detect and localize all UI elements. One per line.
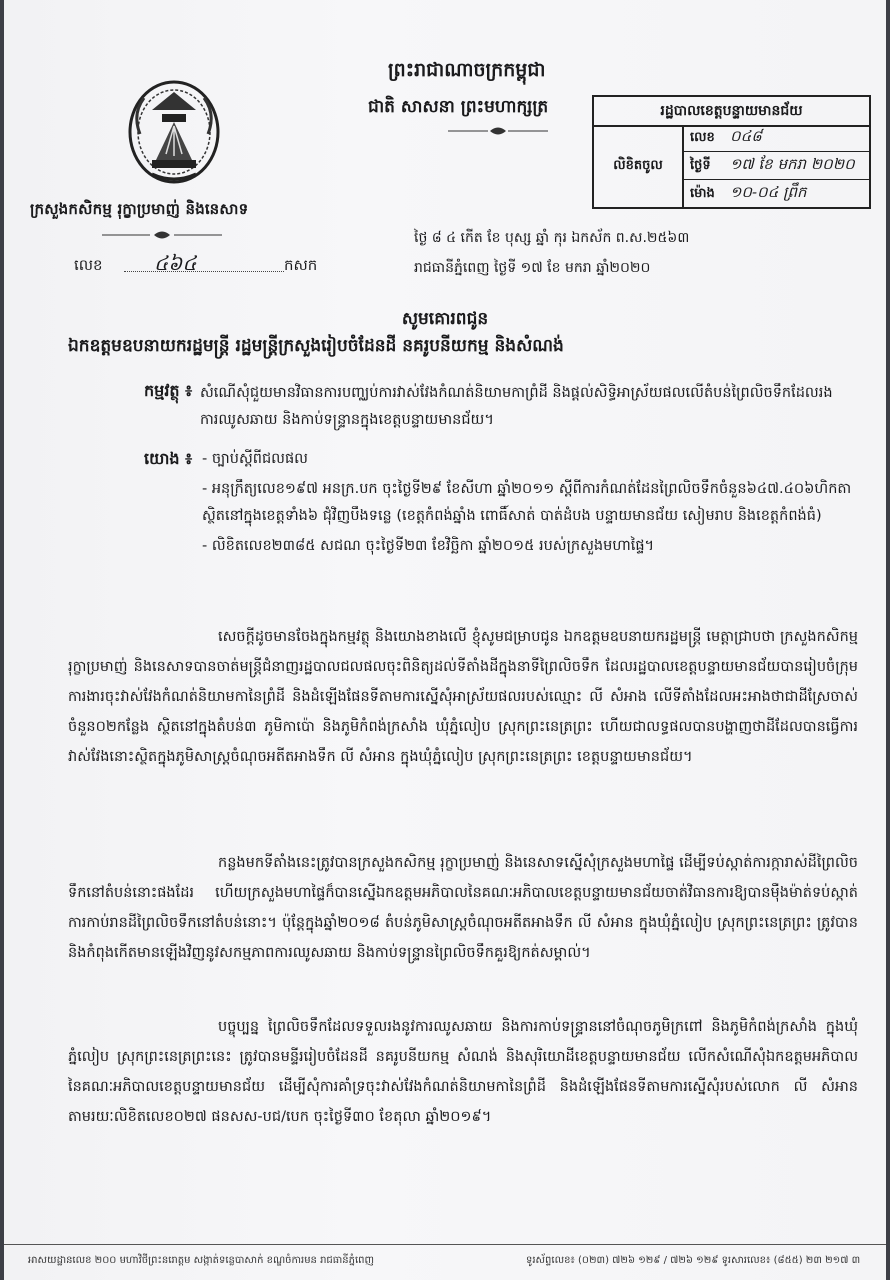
addressee: ឯកឧត្តមឧបនាយករដ្ឋមន្ត្រី រដ្ឋមន្ត្រីក្រសួងរៀបចំដែនដី នគរូបនីយកម្ម និងសំណង់ — [68, 336, 564, 356]
stamp-row: លេខ ០៤៨ — [684, 125, 869, 152]
stamp-row: ម៉ោង ១០-០៤ ព្រឹក — [690, 183, 807, 201]
reference-item: - ច្បាប់ស្តីពីជលផល — [202, 451, 308, 467]
subject-text: សំណើសុំជួយមានវិធានការបញ្ឈប់ការវាស់វែងកំណត់និយាមកាព្រំដី និងផ្តល់សិទ្ធិអាស្រ័យផលលើតំបន់ព្រៃលិចទឹកដែលរងការឈូសឆាយ និងកាប់ទន្ទ្រានក្នុងខេត្តបន្ទាយមានជ័យ។ — [200, 385, 833, 428]
ref-suffix: កសក — [284, 256, 318, 274]
letter-footer — [4, 1244, 886, 1280]
received-stamp — [592, 95, 871, 209]
ministry-seal-logo — [122, 74, 226, 192]
kingdom-title: ព្រះរាជាណាចក្រកម្ពុជា — [388, 59, 546, 81]
reference-item: - អនុក្រឹត្យលេខ១៩៧ អនក្រ.បក ចុះថ្ងៃទី២៩ ខែសីហា ឆ្នាំ២០១១ ស្តីពីការកំណត់ដែនព្រៃលិចទឹកចំនួន៦៤៧.៤០៦ហិកតា ស្ថិតនៅក្នុងខេត្តទាំង៦ ជុំវិញបឹងទន្លេ (ខេត្តកំពង់ឆ្នាំង ពោធិ៍សាត់ បាត់ដំបង បន្ទាយមានជ័យ សៀមរាប និងខេត្តកំពង់ធំ) — [202, 481, 852, 524]
ornament-divider-motto — [448, 126, 548, 136]
ornament-divider — [102, 230, 222, 240]
salutation: សូមគោរពជូន — [401, 309, 489, 329]
ref-label: លេខ — [74, 256, 103, 274]
body-paragraph: សេចក្តីដូចមានចែងក្នុងកម្មវត្ថុ និងយោងខាងលើ ខ្ញុំសូមជម្រាបជូន ឯកឧត្តមឧបនាយករដ្ឋមន្ត្រី មេត្តាជ្រាបថា ក្រសួងកសិកម្ម រុក្ខាប្រមាញ់ និងនេសាទបានចាត់មន្ត្រីជំនាញរដ្ឋបាលជលផលចុះពិនិត្យដល់ទីតាំងដីក្នុងនាទីព្រៃលិចទឹក ដែលរដ្ឋបាលខេត្តបន្ទាយមានជ័យបានរៀបចំក្រុមការងារចុះវាស់វែងកំណត់និយាមកានៃព្រំដី និងដំឡើងផែនទីតាមការស្នើសុំអាស្រ័យផលរបស់ឈ្មោះ លី សំអាង លើទីតាំងដែលអះអាងថាជាដីស្រែចាស់ចំនួន០២កន្លែង ស្ថិតនៅក្នុងតំបន់៣ ភូមិកាប៉ោ និងភូមិកំពង់ក្រសាំង ឃុំភ្នំលៀប ស្រុកព្រះនេត្រព្រះ ហើយជាលទ្ធផលបានបង្ហាញថាដីដែលបានធ្វើការវាស់វែងនោះស្ថិតក្នុងភូមិសាស្ត្រចំណុចអតីតអាងទឹក លី សំអាន ក្នុងឃុំភ្នំលៀប ស្រុកព្រះនេត្រព្រះ ខេត្តបន្ទាយមានជ័យ។ — [68, 629, 858, 765]
stamp-title: រដ្ឋបាលខេត្តបន្ទាយមានជ័យ — [594, 97, 869, 127]
stamp-row: ថ្ងៃទី ១៧ ខែ មករា ២០២០ — [684, 153, 869, 180]
stamp-left-label: លិខិតចូល — [594, 125, 684, 207]
body-paragraph: បច្ចុប្បន្ន ព្រៃលិចទឹកដែលទទួលរងនូវការឈូសឆាយ និងការកាប់ទន្ទ្រាននៅចំណុចភូមិក្រពៅ និងភូមិកំពង់ក្រសាំង ក្នុងឃុំភ្នំលៀប ស្រុកព្រះនេត្រព្រះនេះ ត្រូវបានមន្ទីររៀបចំដែនដី នគរូបនីយកម្ម សំណង់ និងសុរិយោដីខេត្តបន្ទាយមានជ័យ លើកសំណើសុំឯកឧត្តមអភិបាលនៃគណៈអភិបាលខេត្តបន្ទាយមានជ័យ ដើម្បីសុំការគាំទ្រចុះវាស់វែងកំណត់និយាមកានៃព្រំដី និងដំឡើងផែនទីតាមការស្នើសុំរបស់លោក លី សំអាន តាមរយៈលិខិតលេខ០២៧ ផនសស-បជ/បេក ចុះថ្ងៃទី៣០ ខែតុលា ឆ្នាំ២០១៩។ — [68, 1019, 858, 1125]
footer-address: អាសយដ្ឋានលេខ ២០០ មហាវិថីព្រះនរោត្តម សង្កាត់ទន្លេបាសាក់ ខណ្ឌចំការមន រាជធានីភ្នំពេញ — [28, 1255, 375, 1266]
ref-number: ៤៦៤ — [124, 250, 284, 272]
references-label: យោង ៖ — [144, 449, 193, 468]
ministry-name: ក្រសួងកសិកម្ម រុក្ខាប្រមាញ់ និងនេសាទ — [30, 200, 249, 218]
solar-date: រាជធានីភ្នំពេញ ថ្ងៃទី ១៧ ខែ មករា ឆ្នាំ២០២០ — [414, 260, 651, 276]
letter-page — [4, 0, 886, 1280]
references-list — [202, 446, 852, 563]
national-motto: ជាតិ សាសនា ព្រះមហាក្សត្រ — [368, 97, 549, 117]
subject-label: កម្មវត្ថុ ៖ — [144, 381, 193, 400]
lunar-date: ថ្ងៃ ៨ ៤ កើត ខែ បុស្ស ឆ្នាំ កុរ ឯកស័ក ព.ស.២៥៦៣ — [414, 230, 690, 246]
footer-contact: ទូរស័ព្ទលេខ៖ (០២៣) ៧២៦ ១២៩ / ៧២៦ ១២៩ ទូរសារលេខ៖ (៨៥៥) ២៣ ២១៧ ៣ — [526, 1255, 861, 1266]
body-paragraph: កន្លងមកទីតាំងនេះត្រូវបានក្រសួងកសិកម្ម រុក្ខាប្រមាញ់ និងនេសាទស្នើសុំក្រសួងមហាផ្ទៃ ដើម្បីទប់ស្កាត់ការក្ការាស់ដីព្រៃលិចទឹកនៅតំបន់នោះផងដែរ ហើយក្រសួងមហាផ្ទៃក៏បានស្នើឯកឧត្តមអភិបាលនៃគណៈអភិបាលខេត្តបន្ទាយមានជ័យចាត់វិធានការឱ្យបានម៉ឺងម៉ាត់ទប់ស្កាត់ការកាប់រានដីព្រៃលិចទឹកនៅតំបន់នោះ។ ប៉ុន្តែក្នុងឆ្នាំ២០១៨ តំបន់ភូមិសាស្ត្រចំណុចអតីតអាងទឹក លី សំអាន ក្នុងឃុំភ្នំលៀប ស្រុកព្រះនេត្រព្រះ ត្រូវបាននិងកំពុងកើតមានឡើងវិញនូវសកម្មភាពការឈូសឆាយ និងកាប់ទន្ទ្រានព្រៃលិចទឹកគួរឱ្យកត់សម្គាល់។ — [68, 855, 858, 961]
reference-item: - លិខិតលេខ២៣៨៥ សជណ ចុះថ្ងៃទី២៣ ខែវិច្ឆិកា ឆ្នាំ២០១៥ របស់ក្រសួងមហាផ្ទៃ។ — [202, 538, 655, 554]
